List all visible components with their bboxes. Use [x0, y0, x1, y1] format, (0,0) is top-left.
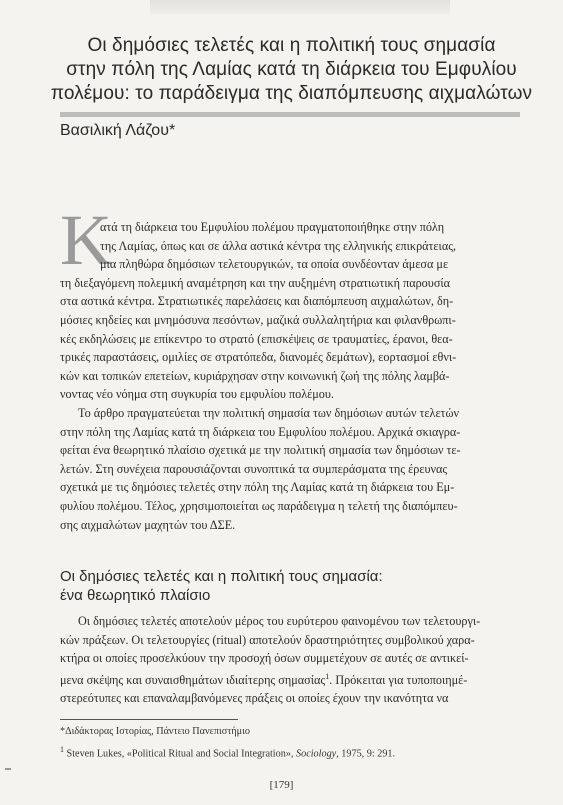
article-title	[40, 34, 543, 106]
text-line: τρικές παραστάσεις, ομιλίες σε στρατόπεδα, διανομές δεμάτων), εορτασμοί εθνι-	[60, 350, 457, 365]
text-line: τη διεξαγόμενη πολεμική αναμέτρηση και την αυξημένη στρατιωτική παρουσία	[60, 275, 451, 290]
margin-mark	[5, 768, 11, 770]
title-line: στην πόλη της Λαμίας κατά τη διάρκεια του Εμφυλίου	[66, 59, 517, 80]
text-line: στην πόλη της Λαμίας κατά τη διάρκεια του Εμφυλίου πολέμου. Αρχικά σκιαγρα-	[60, 424, 461, 439]
text-line: Το άρθρο πραγματεύεται την πολιτική σημασία των δημόσιων αυτών τελετών	[78, 406, 459, 420]
footnote-rule	[60, 719, 238, 720]
footnote-1	[60, 741, 395, 763]
text-line-part: μενα σκέψης και συναισθημάτων ιδιαίτερης σημασίας	[60, 672, 326, 687]
paragraph-2	[60, 404, 532, 534]
text-line: σχετικά με τις δημόσιες τελετές στην πόλη της Λαμίας κατά τη διάρκεια του Εμ-	[60, 480, 455, 495]
footnote-author: *Διδάκτορας Ιστορίας, Πάντειο Πανεπιστήμιο	[60, 726, 250, 737]
text-line: κών και τοπικών επετείων, κυριάρχησαν στην κοινωνική ζωή της πόλης λαμβά-	[60, 368, 450, 383]
footnotes	[60, 723, 395, 763]
title-line: πολέμου: το παράδειγμα της διαπόμπευσης αιχμαλώτων	[50, 83, 533, 104]
text-line: κές εκδηλώσεις με επίκεντρο το στρατό (επισκέψεις σε τραυματίες, έρανοι, θεα-	[60, 331, 453, 346]
heading-line: ένα θεωρητικό πλαίσιο	[60, 587, 211, 604]
heading-line: Οι δημόσιες τελετές και η πολιτική τους σημασία:	[60, 568, 383, 585]
text-line: της Λαμίας, όπως και σε άλλα αστικά κέντρα της ελληνικής επικράτειας,	[100, 238, 457, 253]
scan-shadow	[150, 0, 450, 14]
text-line: φυλίου πολέμου. Τέλος, χρησιμοποιείται ως παράδειγμα η τελετή της διαπόμπευ-	[60, 498, 458, 513]
text-line	[60, 668, 532, 690]
text-line: νοντας νέο νόημα στη συγκυρία του εμφυλίου πολέμου.	[60, 387, 334, 402]
text-line: κών πράξεων. Οι τελετουργίες (ritual) αποτελούν δραστηριότητες συμβολικού χαρα-	[60, 632, 475, 647]
text-line: στερεότυπες και επαναλαμβανόμενες πράξεις οι οποίες έχουν την ικανότητα να	[60, 691, 449, 706]
footnote-tail: , 1975, 9: 291.	[336, 748, 396, 760]
text-line: φείται ένα θεωρητικό πλαίσιο σχετικά με την πολιτική σημασία των δημόσιων τε-	[60, 443, 461, 458]
text-line-part: . Πρόκειται για τυποποιημέ-	[329, 672, 468, 687]
text-line: σης αιχμαλώτων μαχητών του ΔΣΕ.	[60, 517, 236, 532]
text-line: κτήρα οι οποίες προσελκύουν την προσοχή όσων συμμετέχουν σε αυτές σε αντικεί-	[60, 651, 469, 666]
footnote-text: Steven Lukes, «Political Ritual and Social Integration»,	[64, 748, 297, 760]
text-line: ατά τη διάρκεια του Εμφυλίου πολέμου πραγματοποιήθηκε στην πόλη	[100, 220, 445, 234]
footnote-journal: Sociology	[296, 748, 337, 760]
title-line: Οι δημόσιες τελετές και η πολιτική τους σημασία	[87, 35, 496, 56]
title-rule	[60, 112, 520, 117]
section-paragraph	[60, 612, 532, 708]
author-name: Βασιλική Λάζου*	[60, 122, 176, 139]
text-line: λετών. Στη συνέχεια παρουσιάζονται συνοπτικά τα συμπεράσματα της έρευνας	[60, 461, 448, 476]
section-heading	[60, 567, 383, 605]
text-line: μια πληθώρα δημόσιων τελετουργικών, τα οποία συνδέονταν άμεσα με	[100, 257, 449, 272]
page-number: [179]	[269, 779, 294, 791]
text-line: μόσιες κηδείες και μνημόσυνα πεσόντων, μαζικά συλλαλητήρια και φιλανθρωπι-	[60, 312, 456, 327]
text-line: Οι δημόσιες τελετές αποτελούν μέρος του ευρύτερου φαινομένου των τελετουργι-	[78, 614, 481, 628]
text-line: στα αστικά κέντρα. Στρατιωτικές παρελάσεις και διαπόμπευση αιχμαλώτων, δη-	[60, 294, 454, 309]
footnote-number: 1	[60, 745, 64, 754]
drop-cap: Κ	[60, 200, 112, 280]
footnote-ref[interactable]: 1	[325, 671, 330, 681]
intro-paragraph	[60, 218, 532, 404]
